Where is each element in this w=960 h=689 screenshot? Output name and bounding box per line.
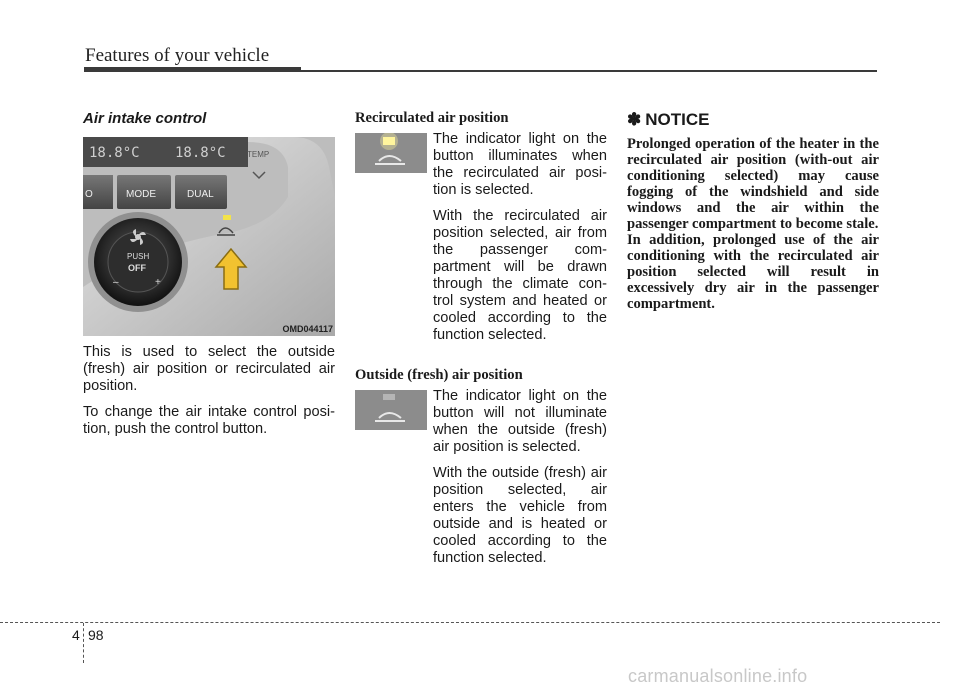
outside-air-heading: Outside (fresh) air position <box>355 367 523 383</box>
display-left-temp: 18.8°C <box>89 145 140 161</box>
display-right-temp: 18.8°C <box>175 145 226 161</box>
header-rule-thin <box>301 70 877 72</box>
notice-paragraph-1: Prolonged operation of the heater in the recirculated air position (with-out air conditioning selected) may cause fogging of the windshield and side windows and the air within the passenger compartment to become stale. <box>627 136 879 232</box>
watermark: carmanualsonline.info <box>628 666 808 686</box>
climate-panel-photo <box>83 137 335 336</box>
outside-paragraph-1: The indicator light on the button will not illuminate when the outside (fresh) air position is selected. <box>433 388 607 455</box>
header-rule-thick <box>84 67 301 72</box>
air-intake-paragraph-1: This is used to select the outside (fresh) air position or recirculated air position. <box>83 344 335 394</box>
knob-minus-label: – <box>113 277 119 288</box>
footer-rule <box>0 622 940 623</box>
recirculated-paragraph-1: The indicator light on the button illuminates when the recirculated air posi-tion is selected. <box>433 131 607 198</box>
air-intake-paragraph-2: To change the air intake control posi-tion, push the control button. <box>83 404 335 437</box>
mode-button-label: MODE <box>126 189 156 200</box>
recirculated-paragraph-2: With the recirculated air position selected, air from the passenger com-partment will be drawn through the climate con-trol system and heated or cooled according to the function selected. <box>433 208 607 343</box>
recirc-on-illustration <box>355 133 427 173</box>
recirculated-indicator-image <box>355 133 427 173</box>
temp-label: TEMP <box>247 150 270 159</box>
outside-paragraph-2: With the outside (fresh) air position selected, air enters the vehicle from outside and is heated or cooled according to the function selected. <box>433 465 607 566</box>
outside-indicator-image <box>355 390 427 430</box>
knob-off-label: OFF <box>128 263 146 273</box>
recirculated-heading: Recirculated air position <box>355 110 509 126</box>
footer-divider <box>83 623 84 663</box>
section-title-air-intake: Air intake control <box>83 110 207 127</box>
notice-title-text: NOTICE <box>645 110 710 129</box>
button-o-label: O <box>85 189 93 200</box>
dual-button-label: DUAL <box>187 189 214 200</box>
recirc-off-illustration <box>355 390 427 430</box>
image-code: OMD044117 <box>282 324 333 334</box>
outside-air-item <box>355 388 607 576</box>
page-number: 98 <box>88 627 104 643</box>
column-air-intake <box>83 110 335 447</box>
climate-panel-illustration <box>83 137 335 336</box>
knob-plus-label: + <box>155 277 161 288</box>
column-notice <box>627 110 879 312</box>
chapter-number: 4 <box>72 627 80 643</box>
notice-title <box>627 110 879 130</box>
recirculated-item <box>355 131 607 353</box>
notice-paragraph-2: In addition, prolonged use of the air conditioning with the recirculated air position selected will result in excessively dry air in the passenger compartment. <box>627 232 879 312</box>
notice-star-icon: ✽ <box>627 110 642 129</box>
column-positions <box>355 110 607 584</box>
page-header-title: Features of your vehicle <box>85 45 270 66</box>
knob-push-label: PUSH <box>127 252 150 261</box>
